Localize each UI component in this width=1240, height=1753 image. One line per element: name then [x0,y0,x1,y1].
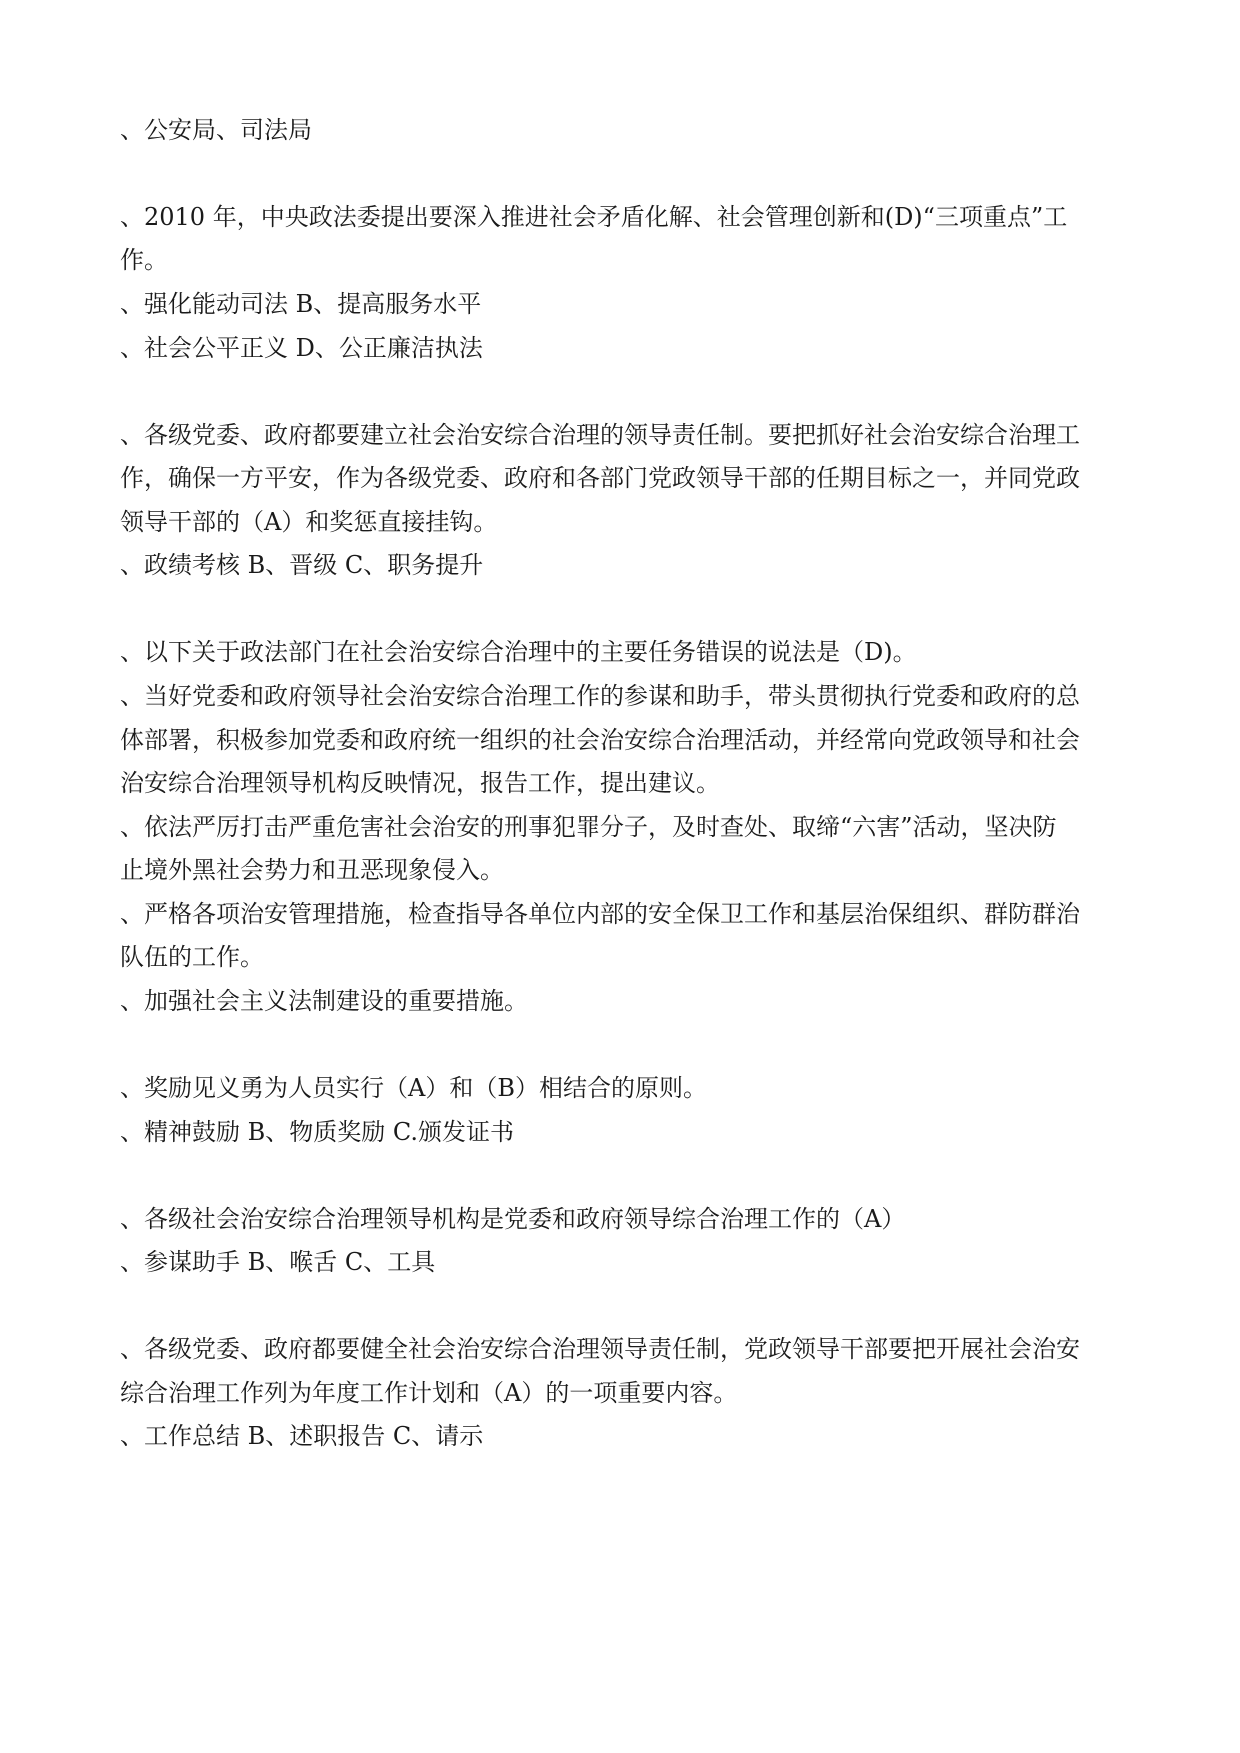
text-line: 、依法严厉打击严重危害社会治安的刑事犯罪分子，及时查处、取缔“六害”活动，坚决防 [120,813,1057,841]
text-line: 体部署，积极参加党委和政府统一组织的社会治安综合治理活动，并经常向党政领导和社会 [120,726,1080,754]
text-line: 作。 [120,246,168,274]
text-line: 、加强社会主义法制建设的重要措施。 [120,987,528,1015]
text-line: 队伍的工作。 [120,943,264,971]
text-line: 、当好党委和政府领导社会治安综合治理工作的参谋和助手，带头贯彻执行党委和政府的总 [120,682,1080,710]
text-line: 、政绩考核 B、晋级 C、职务提升 [120,551,484,579]
text-line: 、奖励见义勇为人员实行（A）和（B）相结合的原则。 [120,1074,707,1102]
text-line: 、各级党委、政府都要建立社会治安综合治理的领导责任制。要把抓好社会治安综合治理工 [120,421,1080,449]
text-line: 、严格各项治安管理措施，检查指导各单位内部的安全保卫工作和基层治保组织、群防群治 [120,900,1080,928]
text-line: 、各级党委、政府都要健全社会治安综合治理领导责任制，党政领导干部要把开展社会治安 [120,1335,1080,1363]
text-line: 综合治理工作列为年度工作计划和（A）的一项重要内容。 [120,1379,738,1407]
text-line: 、公安局、司法局 [120,116,312,144]
text-line: 、参谋助手 B、喉舌 C、工具 [120,1248,436,1276]
text-line: 作，确保一方平安，作为各级党委、政府和各部门党政领导干部的任期目标之一，并同党政 [120,464,1080,492]
text-line: 、以下关于政法部门在社会治安综合治理中的主要任务错误的说法是（D)。 [120,638,917,666]
text-line: 、2010 年，中央政法委提出要深入推进社会矛盾化解、社会管理创新和(D)“三项重点”工 [120,203,1068,231]
text-line: 、工作总结 B、述职报告 C、请示 [120,1422,484,1450]
text-line: 领导干部的（A）和奖惩直接挂钩。 [120,508,498,536]
text-line: 止境外黑社会势力和丑恶现象侵入。 [120,856,504,884]
text-line: 治安综合治理领导机构反映情况，报告工作，提出建议。 [120,769,720,797]
text-line: 、精神鼓励 B、物质奖励 C.颁发证书 [120,1118,515,1146]
text-line: 、各级社会治安综合治理领导机构是党委和政府领导综合治理工作的（A） [120,1205,906,1233]
text-line: 、强化能动司法 B、提高服务水平 [120,290,482,318]
text-line: 、社会公平正义 D、公正廉洁执法 [120,334,483,362]
